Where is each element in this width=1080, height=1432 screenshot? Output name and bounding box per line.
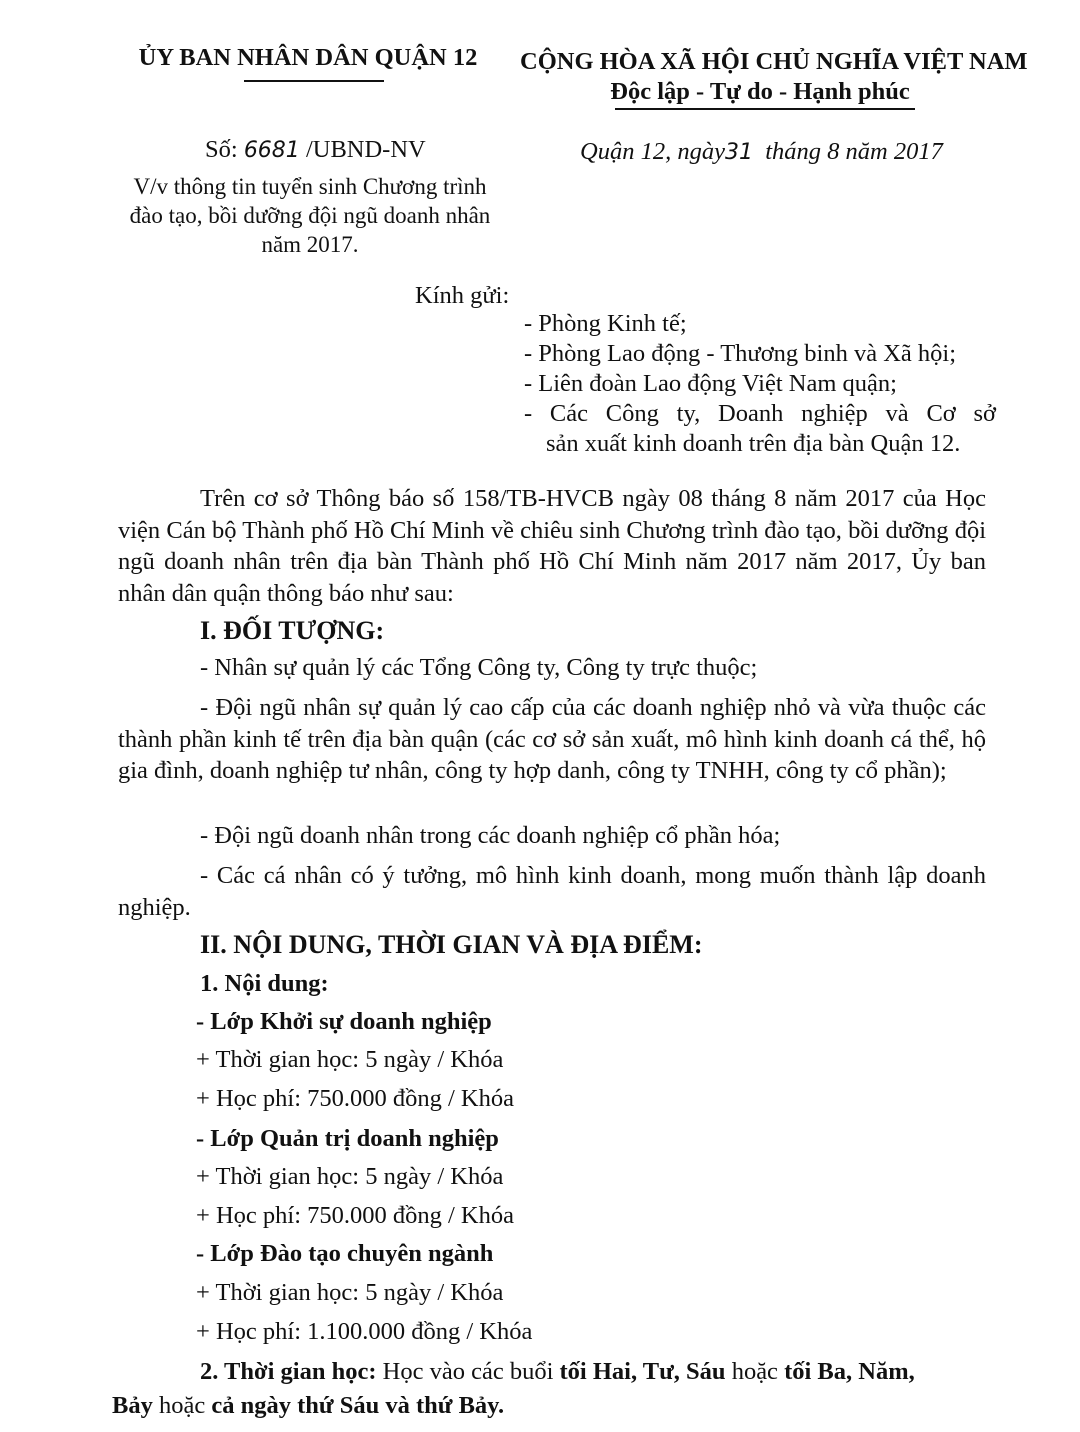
recipient-item: sản xuất kinh doanh trên địa bàn Quận 12.: [546, 430, 961, 457]
section-1-item: - Nhân sự quản lý các Tổng Công ty, Công ty trực thuộc;: [200, 654, 758, 681]
nation-title: CỘNG HÒA XÃ HỘI CHỦ NGHĨA VIỆT NAM: [520, 48, 1028, 75]
document-date: [580, 138, 943, 166]
intro-text: Trên cơ sở Thông báo số 158/TB-HVCB ngày 08 tháng 8 năm 2017 của Học viện Cán bộ Thành phố Hồ Chí Minh về chiêu sinh Chương trình đào tạo, bồi dưỡng đội ngũ doanh nhân trên địa bàn Thành phố Hồ Chí Minh năm 2017 năm 2017, Ủy ban nhân dân quận thông báo như sau:: [118, 485, 986, 607]
schedule-days: tối Ba, Năm,: [784, 1358, 915, 1385]
class-fee: + Học phí: 1.100.000 đồng / Khóa: [196, 1318, 533, 1345]
content-title: 1. Nội dung:: [200, 970, 329, 997]
class-duration: + Thời gian học: 5 ngày / Khóa: [196, 1279, 504, 1306]
nation-motto: Độc lập - Tự do - Hạnh phúc: [610, 78, 910, 105]
section-1-item: - Đội ngũ doanh nhân trong các doanh nghiệp cổ phần hóa;: [200, 822, 781, 849]
schedule-label: 2. Thời gian học:: [200, 1358, 377, 1385]
intro-paragraph: [118, 483, 986, 609]
class-name: - Lớp Đào tạo chuyên ngành: [196, 1240, 494, 1267]
schedule-days: Bảy: [112, 1392, 153, 1419]
doc-number-handwritten: 6681: [243, 138, 300, 163]
doc-number-suffix: /UBND-NV: [305, 136, 426, 163]
recipients-label: Kính gửi:: [415, 282, 510, 309]
doc-number-prefix: Số:: [205, 136, 238, 163]
schedule-line: [112, 1392, 504, 1420]
date-day-handwritten: 31: [724, 140, 753, 165]
class-duration: + Thời gian học: 5 ngày / Khóa: [196, 1046, 504, 1073]
recipient-item: - Phòng Kinh tế;: [524, 310, 687, 337]
subject-line: đào tạo, bồi dưỡng đội ngũ doanh nhân: [129, 203, 491, 228]
subject-line: năm 2017.: [261, 232, 359, 257]
motto-underline: [615, 108, 915, 110]
schedule-days: cả ngày thứ Sáu và thứ Bảy.: [211, 1392, 505, 1419]
document-subject: [120, 172, 500, 259]
schedule-days: tối Hai, Tư, Sáu: [559, 1358, 726, 1385]
class-fee: + Học phí: 750.000 đồng / Khóa: [196, 1202, 514, 1229]
date-suffix: tháng 8 năm 2017: [765, 138, 943, 165]
class-name: - Lớp Khởi sự doanh nghiệp: [196, 1008, 492, 1035]
recipient-item: - Liên đoàn Lao động Việt Nam quận;: [524, 370, 897, 397]
schedule-text: hoặc: [158, 1392, 206, 1419]
recipient-item: - Các Công ty, Doanh nghiệp và Cơ sở: [524, 400, 996, 427]
subject-line: V/v thông tin tuyển sinh Chương trình: [133, 174, 487, 199]
section-2-title: II. NỘI DUNG, THỜI GIAN VÀ ĐỊA ĐIỂM:: [200, 930, 703, 959]
section-1-title: I. ĐỐI TƯỢNG:: [200, 616, 385, 645]
schedule-line: [200, 1358, 915, 1386]
date-prefix: Quận 12, ngày: [580, 138, 725, 165]
recipient-item: - Phòng Lao động - Thương binh và Xã hội;: [524, 340, 957, 367]
class-duration: + Thời gian học: 5 ngày / Khóa: [196, 1163, 504, 1190]
class-fee: + Học phí: 750.000 đồng / Khóa: [196, 1085, 514, 1112]
schedule-text: Học vào các buổi: [382, 1358, 554, 1385]
agency-underline: [244, 80, 384, 82]
document-number: [205, 136, 426, 164]
class-name: - Lớp Quản trị doanh nghiệp: [196, 1125, 499, 1152]
agency-name: ỦY BAN NHÂN DÂN QUẬN 12: [138, 44, 478, 71]
schedule-text: hoặc: [731, 1358, 778, 1385]
section-1-item: - Các cá nhân có ý tưởng, mô hình kinh doanh, mong muốn thành lập doanh nghiệp.: [118, 862, 986, 921]
section-1-item: - Đội ngũ nhân sự quản lý cao cấp của các doanh nghiệp nhỏ và vừa thuộc các thành phần kinh tế trên địa bàn quận (các cơ sở sản xuất, mô hình kinh doanh cá thể, hộ gia đình, doanh nghiệp tư nhân, công ty hợp danh, công ty TNHH, công ty cổ phần);: [118, 694, 986, 784]
